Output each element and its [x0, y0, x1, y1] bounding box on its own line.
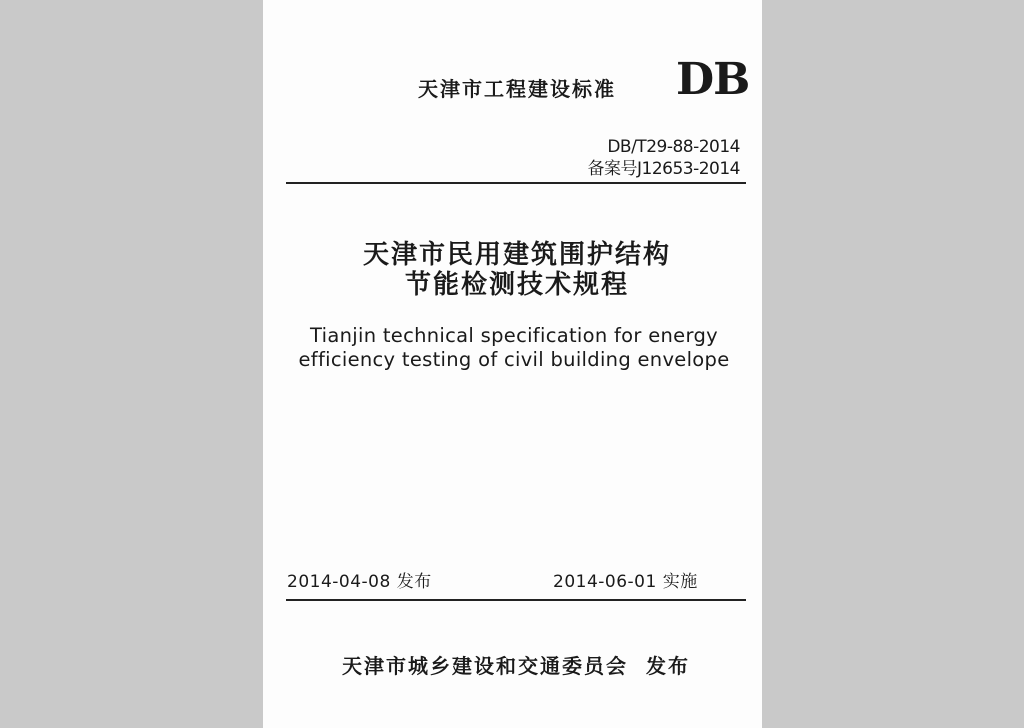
standard-codes — [588, 136, 741, 180]
title-en-line2: efficiency testing of civil building envelope — [298, 348, 730, 371]
title-zh — [263, 240, 771, 300]
bottom-divider — [286, 599, 746, 601]
top-divider — [286, 182, 746, 184]
standard-number: DB/T29-88-2014 — [607, 137, 740, 157]
effective-date: 2014-06-01 实施 — [553, 572, 698, 592]
document-cover — [263, 0, 762, 728]
title-zh-line1: 天津市民用建筑围护结构 — [362, 240, 671, 270]
publisher: 天津市城乡建设和交通委员会 发布 — [342, 654, 690, 678]
title-en-line1: Tianjin technical specification for energy — [310, 324, 718, 347]
db-logo: DB — [676, 54, 750, 105]
record-number: 备案号J12653-2014 — [587, 159, 740, 179]
standard-series: 天津市工程建设标准 — [418, 77, 616, 101]
title-en — [263, 324, 765, 372]
issue-date: 2014-04-08 发布 — [287, 572, 432, 592]
title-zh-line2: 节能检测技术规程 — [404, 270, 629, 300]
